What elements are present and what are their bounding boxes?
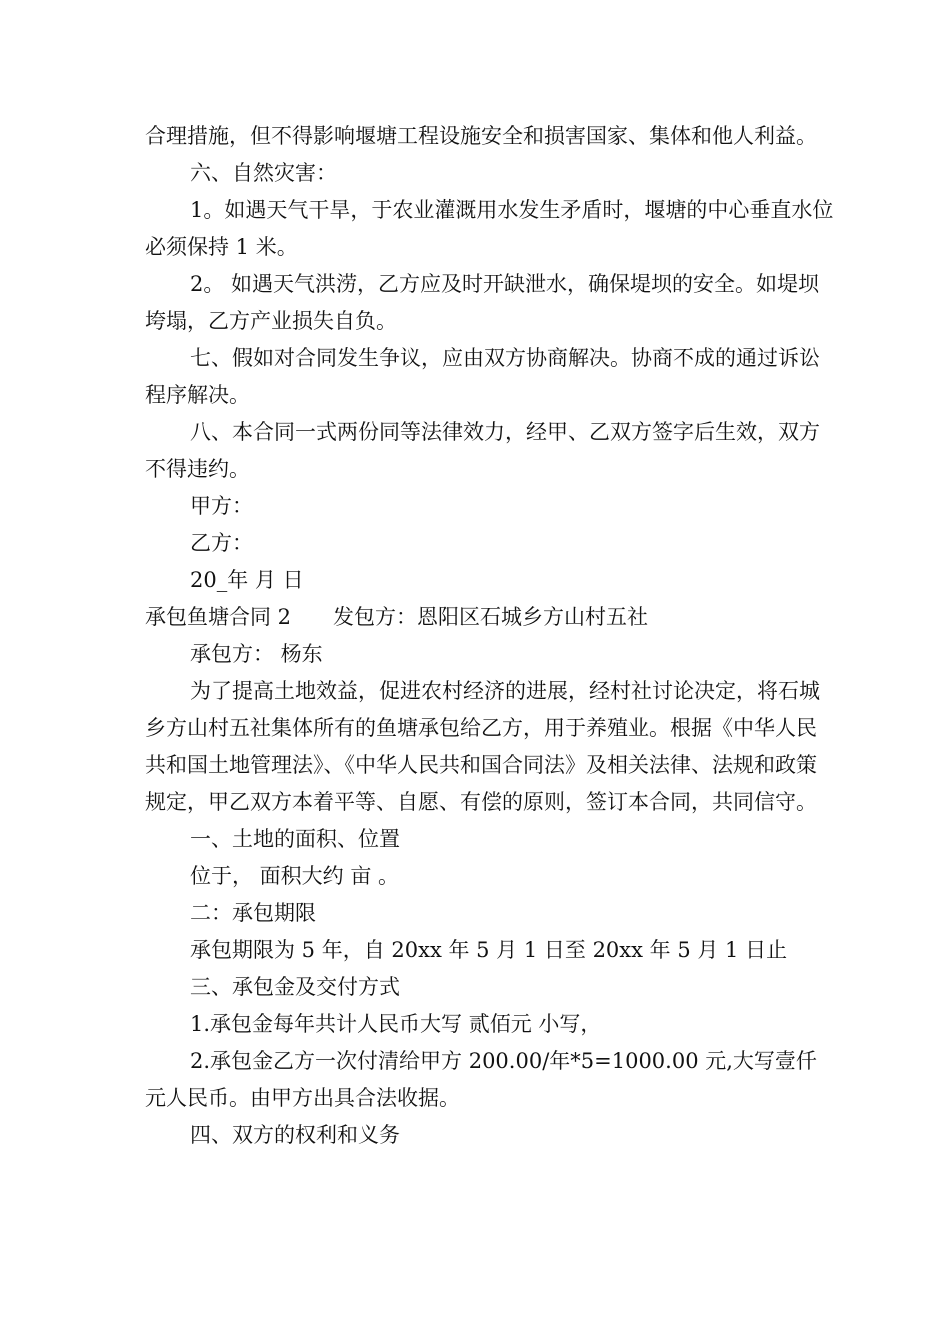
paragraph-heading: 六、自然灾害： bbox=[190, 161, 337, 185]
section-heading: 四、双方的权利和义务 bbox=[190, 1123, 400, 1147]
paragraph: 八、本合同一式两份同等法律效力，经甲、乙双方签字后生效，双方不得违约。 bbox=[145, 420, 820, 481]
signature-party-b: 乙方： bbox=[190, 531, 253, 555]
signature-party-a: 甲方： bbox=[190, 494, 253, 518]
paragraph: 承包期限为 5 年，自 20xx 年 5 月 1 日至 20xx 年 5 月 1 日止 bbox=[190, 938, 788, 962]
document-body bbox=[145, 118, 835, 1154]
signature-date: 20_年 月 日 bbox=[190, 568, 304, 592]
paragraph: 2。 如遇天气洪涝，乙方应及时开缺泄水，确保堤坝的安全。如堤坝垮塌，乙方产业损失自负。 bbox=[145, 272, 820, 333]
section-heading: 一、土地的面积、位置 bbox=[190, 827, 400, 851]
contractor-line: 承包方： 杨东 bbox=[190, 642, 323, 666]
paragraph: 位于， 面积大约 亩 。 bbox=[190, 864, 400, 888]
paragraph: 1。如遇天气干旱，于农业灌溉用水发生矛盾时，堰塘的中心垂直水位必须保持 1 米。 bbox=[145, 198, 834, 259]
paragraph: 2.承包金乙方一次付清给甲方 200.00/年*5=1000.00 元,大写壹仟元人民币。由甲方出具合法收据。 bbox=[145, 1049, 817, 1110]
section-heading: 三、承包金及交付方式 bbox=[190, 975, 400, 999]
paragraph: 为了提高土地效益，促进农村经济的进展，经村社讨论决定，将石城乡方山村五社集体所有的鱼塘承包给乙方，用于养殖业。根据《中华人民共和国土地管理法》、《中华人民共和国合同法》及相关法律、法规和政策规定，甲乙双方本着平等、自愿、有偿的原则，签订本合同，共同信守。 bbox=[145, 679, 820, 814]
paragraph: 合理措施，但不得影响堰塘工程设施安全和损害国家、集体和他人利益。 bbox=[145, 124, 817, 148]
paragraph: 七、假如对合同发生争议，应由双方协商解决。协商不成的通过诉讼程序解决。 bbox=[145, 346, 820, 407]
paragraph: 1.承包金每年共计人民币大写 贰佰元 小写， bbox=[190, 1012, 602, 1036]
section-heading: 二：承包期限 bbox=[190, 901, 316, 925]
contract-title-line: 承包鱼塘合同 2 发包方：恩阳区石城乡方山村五社 bbox=[145, 605, 649, 629]
